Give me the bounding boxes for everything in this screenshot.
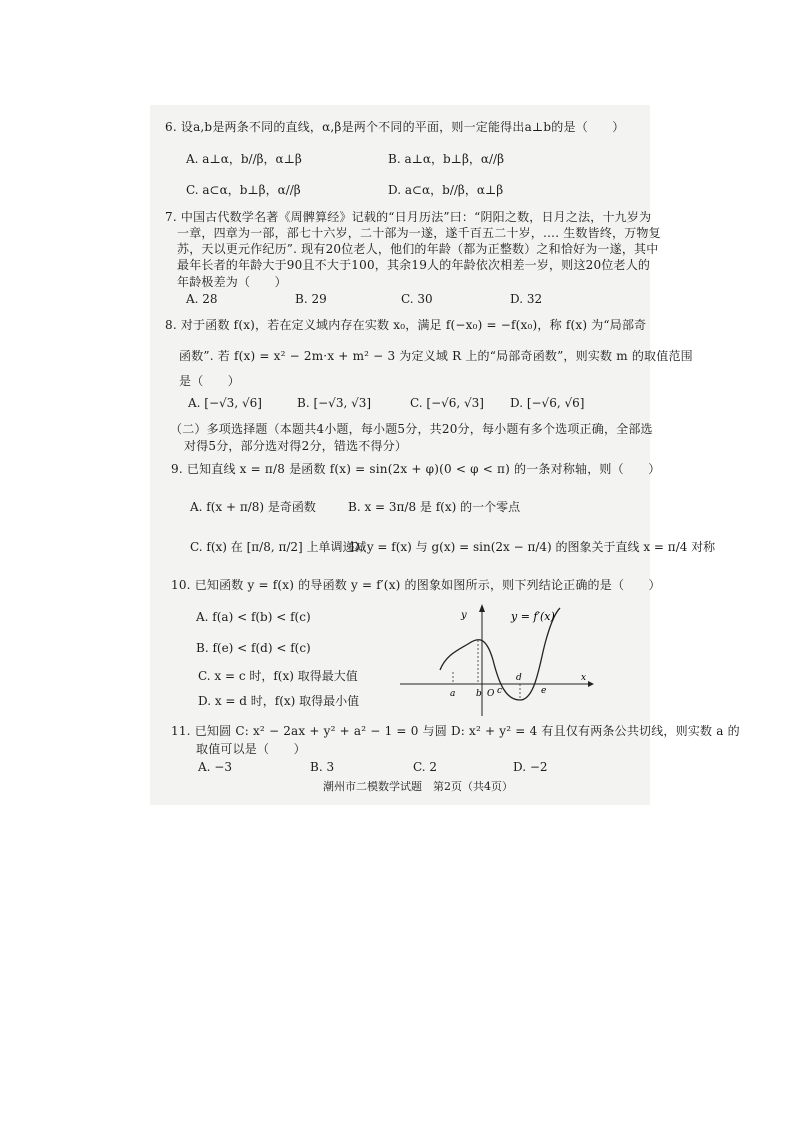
q10-option-d: D. x = d 时，f(x) 取得最小值 xyxy=(198,694,360,708)
q9-option-d: D. y = f(x) 与 g(x) = sin(2x − π/4) 的图象关于直线 x = π/4 对称 xyxy=(350,540,716,554)
q8-option-d: D. [−√6, √6] xyxy=(510,396,585,410)
page-footer: 潮州市二模数学试题 第2页（共4页） xyxy=(323,780,513,793)
x-axis-arrow xyxy=(588,681,594,687)
q10-option-a: A. f(a) < f(b) < f(c) xyxy=(196,610,311,624)
q11-line-1: 11. 已知圆 C: x² − 2ax + y² + a² − 1 = 0 与圆 D: x² + y² = 4 有且仅有两条公共切线，则实数 a 的 xyxy=(171,724,740,738)
q7-option-b: B. 29 xyxy=(295,292,327,306)
q8-option-a: A. [−√3, √6] xyxy=(188,396,262,410)
q11-option-a: A. −3 xyxy=(198,760,232,774)
q7-line-3: 苏，天以更元作纪历”. 现有20位老人，他们的年龄（都为正整数）之和恰好为一遂，其中 xyxy=(177,242,659,256)
section2-line-1: （二）多项选择题（本题共4小题，每小题5分，共20分，每小题有多个选项正确，全部选 xyxy=(170,422,653,436)
q10-option-b: B. f(e) < f(d) < f(c) xyxy=(196,641,311,655)
graph-point-d: d xyxy=(516,673,522,683)
q8-option-c: C. [−√6, √3] xyxy=(410,396,484,410)
q7-option-c: C. 30 xyxy=(401,292,433,306)
q6-option-d: D. a⊂α，b//β，α⊥β xyxy=(388,183,504,197)
graph-point-b: b xyxy=(476,689,482,699)
q9-stem: 9. 已知直线 x = π/8 是函数 f(x) = sin(2x + φ)(0 < φ < π) 的一条对称轴，则（ ） xyxy=(171,462,661,476)
y-axis-arrow xyxy=(479,604,485,612)
q6-option-c: C. a⊂α，b⊥β，α//β xyxy=(186,183,301,197)
graph-point-e: e xyxy=(541,686,547,696)
q11-line-2: 取值可以是（ ） xyxy=(196,742,306,756)
q11-option-d: D. −2 xyxy=(513,760,548,774)
q11-option-b: B. 3 xyxy=(310,760,335,774)
q7-line-1: 7. 中国古代数学名著《周髀算经》记载的“日月历法”曰：“阴阳之数，日月之法，十九岁为 xyxy=(165,210,652,224)
q7-line-5: 年龄极差为（ ） xyxy=(177,275,287,289)
q8-line-2: 函数”. 若 f(x) = x² − 2m·x + m² − 3 为定义域 R 上的“局部奇函数”，则实数 m 的取值范围 xyxy=(179,349,693,363)
q8-line-1: 8. 对于函数 f(x)，若在定义域内存在实数 x₀，满足 f(−x₀) = −f(x₀)，称 f(x) 为“局部奇 xyxy=(165,318,647,332)
q7-line-2: 一章，四章为一部，部七十六岁，二十部为一遂，遂千百五二十岁，…. 生数皆终，万物复 xyxy=(177,226,661,240)
graph-origin: O xyxy=(487,689,495,699)
graph-x-label: x xyxy=(581,673,587,683)
q8-option-b: B. [−√3, √3] xyxy=(297,396,372,410)
derivative-graph xyxy=(398,600,596,718)
q9-option-a: A. f(x + π/8) 是奇函数 xyxy=(190,500,316,514)
q8-line-3: 是（ ） xyxy=(179,374,241,388)
graph-curve-label: y = f′(x) xyxy=(511,610,555,623)
q7-option-d: D. 32 xyxy=(510,292,543,306)
q6-option-b: B. a⊥α，b⊥β，α//β xyxy=(388,152,505,166)
q9-option-c: C. f(x) 在 [π/8, π/2] 上单调递减 xyxy=(190,540,367,554)
q10-option-c: C. x = c 时，f(x) 取得最大值 xyxy=(198,669,358,683)
graph-point-c: c xyxy=(497,686,503,696)
q10-stem: 10. 已知函数 y = f(x) 的导函数 y = f′(x) 的图象如图所示，则下列结论正确的是（ ） xyxy=(171,578,661,592)
q6-stem: 6. 设a,b是两条不同的直线，α,β是两个不同的平面，则一定能得出a⊥b的是（ ） xyxy=(165,120,625,134)
q11-option-c: C. 2 xyxy=(413,760,438,774)
q6-option-a: A. a⊥α，b//β，α⊥β xyxy=(186,152,302,166)
graph-y-label: y xyxy=(461,610,467,621)
q7-option-a: A. 28 xyxy=(186,292,218,306)
graph-point-a: a xyxy=(450,689,456,699)
section2-line-2: 对得5分，部分选对得2分，错选不得分） xyxy=(184,439,408,453)
q9-option-b: B. x = 3π/8 是 f(x) 的一个零点 xyxy=(348,500,521,514)
q7-line-4: 最年长者的年龄大于90且不大于100，其余19人的年龄依次相差一岁，则这20位老人的 xyxy=(177,258,651,272)
